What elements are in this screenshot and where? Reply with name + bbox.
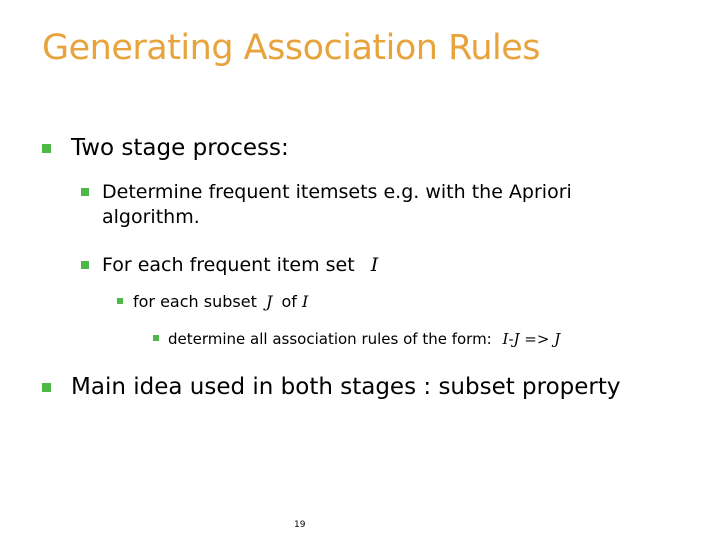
bullet-text [102, 180, 572, 230]
bullet-text-a: for each subset [133, 292, 257, 311]
math-var-J: J [265, 292, 273, 311]
bullet-text-main: For each frequent item set [102, 254, 355, 276]
bullet-text: Main idea used in both stages : subset property [71, 374, 621, 400]
bullet-square-icon [81, 188, 89, 196]
bullet-for-each-subset [117, 292, 308, 312]
bullet-text-line1: Determine frequent itemsets e.g. with the Apriori [102, 181, 572, 203]
bullet-text-line2: algorithm. [102, 206, 200, 228]
bullet-determine-frequent [81, 180, 572, 230]
bullet-text-main: determine all association rules of the form: [168, 330, 492, 348]
bullet-text [168, 330, 560, 348]
bullet-text [102, 253, 378, 278]
bullet-for-each-itemset [81, 253, 378, 278]
rule-formula: I-J => J [502, 330, 561, 348]
bullet-two-stage [42, 134, 289, 162]
bullet-square-icon [117, 298, 123, 304]
bullet-square-icon [153, 335, 159, 341]
slide-title: Generating Association Rules [42, 28, 541, 68]
bullet-main-idea [42, 373, 621, 401]
bullet-text: Two stage process: [71, 135, 289, 161]
bullet-text-b: of [281, 292, 297, 311]
bullet-square-icon [42, 383, 51, 392]
math-var-I: I [370, 254, 379, 276]
bullet-text [133, 292, 308, 312]
math-var-I: I [301, 292, 309, 311]
page-number: 19 [294, 520, 306, 530]
bullet-determine-rules [153, 330, 560, 348]
bullet-square-icon [81, 261, 89, 269]
bullet-square-icon [42, 144, 51, 153]
